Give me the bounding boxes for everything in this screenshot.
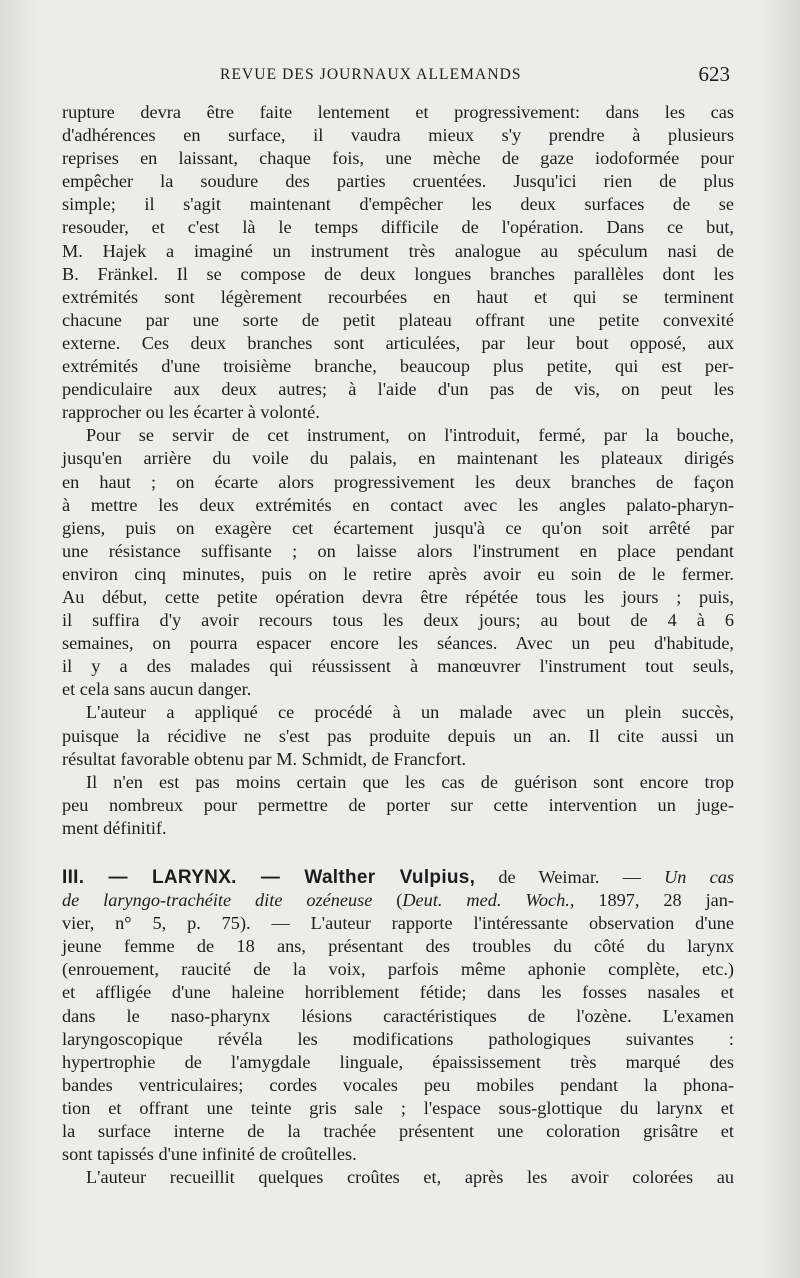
text-line: à mettre les deux extrémités en contact avec les angles palato-pharyn- bbox=[62, 494, 734, 515]
text-line: bandes ventriculaires; cordes vocales peu mobiles pendant la phona- bbox=[62, 1074, 734, 1095]
text-line: resouder, et c'est là le temps difficile de l'opération. Dans ce but, bbox=[62, 217, 734, 238]
text-line: jusqu'en arrière du voile du palais, en maintenant les plateaux dirigés bbox=[62, 448, 734, 469]
author-place: de Weimar. — bbox=[475, 867, 665, 887]
text-line: dans le naso-pharynx lésions caractéristiques de l'ozène. L'examen bbox=[62, 1005, 734, 1026]
text-line: jeune femme de 18 ans, présentant des troubles du côté du larynx bbox=[62, 936, 734, 957]
text-line: simple; il s'agit maintenant d'empêcher les deux surfaces de se bbox=[62, 194, 734, 215]
citation-open: ( bbox=[372, 890, 403, 911]
citation-date: , 1897, 28 jan- bbox=[569, 890, 734, 911]
text-line: Il n'en est pas moins certain que les cas de guérison sont encore trop bbox=[86, 771, 734, 792]
section-title: III. — LARYNX. — Walther Vulpius, bbox=[62, 867, 476, 888]
text-line: il y a des malades qui réussissent à manœuvrer l'instrument tout seuls, bbox=[62, 656, 734, 677]
article-title-start: Un cas bbox=[664, 867, 734, 887]
text-line: tion et offrant une teinte gris sale ; l'espace sous-glottique du larynx et bbox=[62, 1097, 734, 1118]
text-line: M. Hajek a imaginé un instrument très analogue au spéculum nasi de bbox=[62, 240, 734, 261]
text-line: externe. Ces deux branches sont articulées, par leur bout opposé, aux bbox=[62, 332, 734, 353]
text-line: extrémités d'une troisième branche, beaucoup plus petite, qui est per- bbox=[62, 356, 734, 377]
running-title: REVUE DES JOURNAUX ALLEMANDS bbox=[220, 66, 522, 83]
article-body bbox=[62, 101, 734, 1189]
paragraph-1 bbox=[62, 101, 734, 424]
text-line: et affligée d'une haleine horriblement fétide; dans les fosses nasales et bbox=[62, 982, 734, 1003]
text-line: L'auteur recueillit quelques croûtes et, après les avoir colorées au bbox=[86, 1167, 734, 1188]
text-line: d'adhérences en surface, il vaudra mieux s'y prendre à plusieurs bbox=[62, 125, 734, 146]
paragraph-6 bbox=[62, 1166, 734, 1189]
text-line: Au début, cette petite opération devra être répétée tous les jours ; puis, bbox=[62, 586, 734, 607]
text-line: rupture devra être faite lentement et progressivement: dans les cas bbox=[62, 102, 734, 122]
section-gap bbox=[62, 840, 734, 866]
section-heading-line bbox=[62, 866, 734, 889]
page-number: 623 bbox=[698, 62, 730, 86]
text-line: il suffira d'y avoir recours tous les deux jours; au bout de 4 à 6 bbox=[62, 610, 734, 631]
text-line: extrémités sont légèrement recourbées en haut et qui se terminent bbox=[62, 286, 734, 307]
text-line: rapprocher ou les écarter à volonté. bbox=[62, 402, 320, 423]
text-line: puisque la récidive ne s'est pas produite depuis un an. Il cite aussi un bbox=[62, 725, 734, 746]
paragraph-2 bbox=[62, 424, 734, 701]
text-line: B. Fränkel. Il se compose de deux longues branches parallèles dont les bbox=[62, 263, 734, 284]
text-line: (enrouement, raucité de la voix, parfois même aphonie complète, etc.) bbox=[62, 959, 734, 980]
section-larynx bbox=[62, 866, 734, 1166]
text-line: giens, puis on exagère cet écartement jusqu'à ce qu'on soit arrêté par bbox=[62, 517, 734, 538]
text-line: peu nombreux pour permettre de porter sur cette intervention un juge- bbox=[62, 794, 734, 815]
citation-line bbox=[62, 889, 734, 912]
text-line: résultat favorable obtenu par M. Schmidt, de Francfort. bbox=[62, 748, 467, 769]
paragraph-3 bbox=[62, 701, 734, 770]
text-line: hypertrophie de l'amygdale linguale, épaississement très marqué des bbox=[62, 1051, 734, 1072]
text-line: L'auteur a appliqué ce procédé à un malade avec un plein succès, bbox=[86, 702, 734, 723]
article-title-end: de laryngo-trachéite dite ozéneuse bbox=[62, 890, 373, 911]
journal-name: Deut. med. Woch. bbox=[402, 890, 570, 911]
text-line: ment définitif. bbox=[62, 817, 167, 838]
text-line: en haut ; on écarte alors progressivement les deux branches de façon bbox=[62, 471, 734, 492]
text-line: pendiculaire aux deux autres; à l'aide d'un pas de vis, on peut les bbox=[62, 379, 734, 400]
text-line: semaines, on pourra espacer encore les séances. Avec un peu d'habitude, bbox=[62, 633, 734, 654]
text-line: et cela sans aucun danger. bbox=[62, 679, 252, 700]
text-line: sont tapissés d'une infinité de croûtelles. bbox=[62, 1144, 357, 1165]
text-line: chacune par une sorte de petit plateau offrant une petite convexité bbox=[62, 309, 734, 330]
text-line: la surface interne de la trachée présentent une coloration grisâtre et bbox=[62, 1121, 734, 1142]
text-line: laryngoscopique révéla les modifications pathologiques suivantes : bbox=[62, 1028, 734, 1049]
paragraph-4 bbox=[62, 771, 734, 840]
text-line: une résistance suffisante ; on laisse alors l'instrument en place pendant bbox=[62, 540, 734, 561]
text-line: vier, n° 5, p. 75). — L'auteur rapporte l'intéressante observation d'une bbox=[62, 913, 734, 934]
text-line: reprises en laissant, chaque fois, une mèche de gaze iodoformée pour bbox=[62, 148, 734, 169]
page-header bbox=[62, 64, 734, 90]
text-line: Pour se servir de cet instrument, on l'introduit, fermé, par la bouche, bbox=[86, 425, 734, 446]
text-line: empêcher la soudure des parties cruentées. Jusqu'ici rien de plus bbox=[62, 171, 734, 192]
text-line: environ cinq minutes, puis on le retire après avoir eu soin de le fermer. bbox=[62, 563, 734, 584]
